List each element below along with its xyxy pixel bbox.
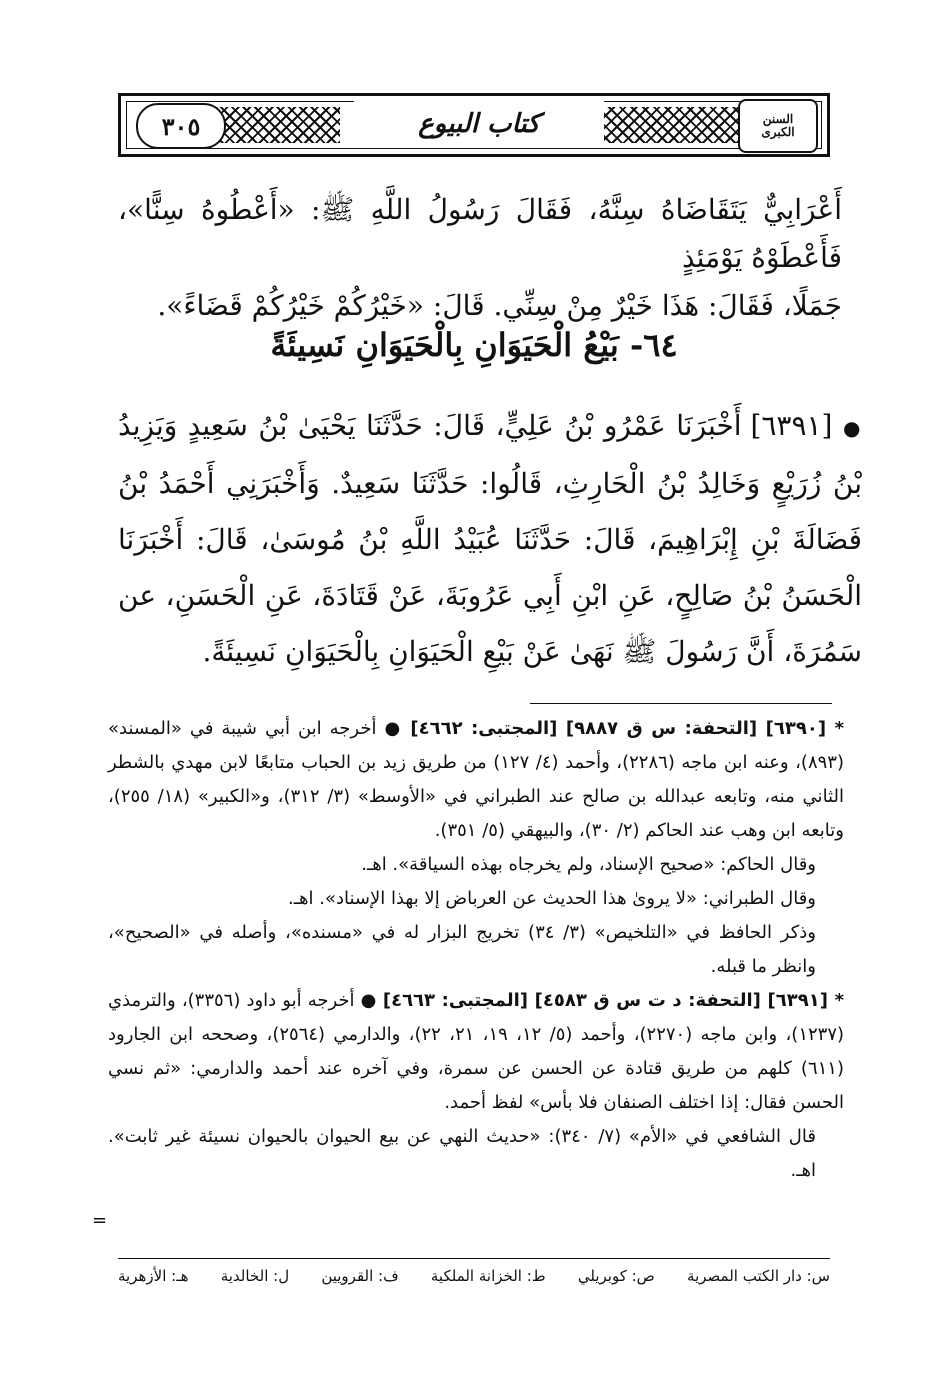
footnote-body: ● أخرجه ابن أبي شيبة في «المسند» (٨٩٣)، وعنه ابن ماجه (٢٢٨٦)، وأحمد (٤/ ١٢٧) من طريق زيد بن الحباب متابعًا لابن مهدي بالشطر الثاني منه، وتابعه عبدالله بن صالح عند الطبراني في «الأوسط» (٣/ ٣١٢)، و«الكبير» (١٨/ ٢٥٥)، وتابعه ابن وهب عند الحاكم (٢/ ٣٠)، والبيهقي (٥/ ٣٥١).	[108, 718, 844, 841]
legend-item: هـ: الأزهرية	[118, 1267, 189, 1285]
footnotes	[108, 712, 844, 1188]
page-header	[118, 93, 830, 157]
hadith-text	[118, 398, 862, 680]
footnote-paragraph: وقال الطبراني: «لا يروىٰ هذا الحديث عن العرباض إلا بهذا الإسناد». اهـ.	[288, 888, 816, 909]
page-number: ٣٠٥	[136, 103, 226, 149]
legend-item: ط: الخزانة الملكية	[430, 1267, 546, 1285]
series-logo	[738, 99, 818, 153]
header-ornament-left	[210, 107, 340, 143]
footnote-reference: * [٦٣٩١] [التحفة: د ت س ق ٤٥٨٣] [المجتبى: ٤٦٦٣]	[382, 990, 844, 1011]
book-title: كتاب البيوع	[354, 101, 604, 147]
footnote-divider	[530, 703, 832, 704]
footnote-body: ● أخرجه أبو داود (٣٣٥٦)، والترمذي (١٢٣٧)، وابن ماجه (٢٢٧٠)، وأحمد (٥/ ١٢، ١٩، ٢١، ٢٢)، والدارمي (٢٥٦٤)، وصححه ابن الجارود (٦١١) كلهم من طريق قتادة عن الحسن عن سمرة، وفي آخره عند أحمد والدارمي: «ثم نسي الحسن فقال: إذا اختلف الصنفان فلا بأس» لفظ أحمد.	[108, 990, 845, 1113]
footnote-reference: * [٦٣٩٠] [التحفة: س ق ٩٨٨٧] [المجتبى: ٤٦٦٢]	[410, 718, 844, 739]
continuation-text	[118, 186, 842, 330]
logo-line-2: الكبرى	[761, 125, 795, 139]
chapter-heading: ٦٤- بَيْعُ الْحَيَوَانِ بِالْحَيَوَانِ نَسِيئَةً	[270, 326, 678, 364]
manuscript-legend	[118, 1262, 830, 1290]
text-line: جَمَلًا، فَقَالَ: هَذَا خَيْرٌ مِنْ سِنِّي. قَالَ: «خَيْرُكُمْ خَيْرُكُمْ قَضَاءً».	[157, 289, 842, 322]
legend-item: ص: كوبريلي	[577, 1267, 655, 1285]
legend-divider	[118, 1258, 830, 1259]
header-ornament-right	[598, 107, 738, 143]
legend-item: س: دار الكتب المصرية	[687, 1267, 830, 1285]
bullet-icon: ●	[842, 416, 862, 440]
footnote-paragraph: وذكر الحافظ في «التلخيص» (٣/ ٣٤) تخريج البزار له في «مسنده»، وأصله في «الصحيح»، وانظر ما قبله.	[108, 922, 816, 977]
footnote	[108, 712, 844, 848]
legend-item: ل: الخالدية	[220, 1267, 290, 1285]
footnote-paragraph: قال الشافعي في «الأم» (٧/ ٣٤٠): «حديث النهي عن بيع الحيوان بالحيوان نسيئة غير ثابت». اهـ.	[108, 1126, 816, 1181]
text-line: أَعْرَابِيٌّ يَتَقَاضَاهُ سِنَّهُ، فَقَالَ رَسُولُ اللَّهِ ﷺ: «أَعْطُوهُ سِنًّا»، فَأَعْطَوْهُ يَوْمَئِذٍ	[118, 193, 842, 274]
footnote	[108, 984, 844, 1120]
footnote-paragraph: وقال الحاكم: «صحيح الإسناد، ولم يخرجاه بهذه السياقة». اهـ.	[361, 854, 816, 875]
legend-item: ف: القرويين	[321, 1267, 399, 1285]
hadith-body: [٦٣٩١] أَخْبَرَنَا عَمْرُو بْنُ عَلِيٍّ، قَالَ: حَدَّثَنَا يَحْيَىٰ بْنُ سَعِيدٍ وَيَزِيدُ بْنُ زُرَيْعٍ وَخَالِدُ بْنُ الْحَارِثِ، قَالُوا: حَدَّثَنَا سَعِيدٌ. وَأَخْبَرَنِي أَحْمَدُ بْنُ فَضَالَةَ بْنِ إِبْرَاهِيمَ، قَالَ: حَدَّثَنَا عُبَيْدُ اللَّهِ بْنُ مُوسَىٰ، قَالَ: أَخْبَرَنَا الْحَسَنُ بْنُ صَالِحٍ، عَنِ ابْنِ أَبِي عَرُوبَةَ، عَنْ قَتَادَةَ، عَنِ الْحَسَنِ، عن سَمُرَةَ، أَنَّ رَسُولَ ﷺ نَهَىٰ عَنْ بَيْعِ الْحَيَوَانِ بِالْحَيَوَانِ نَسِيئَةً.	[118, 409, 862, 668]
margin-mark: =	[92, 1210, 108, 1231]
logo-line-1: السنن	[762, 111, 794, 126]
